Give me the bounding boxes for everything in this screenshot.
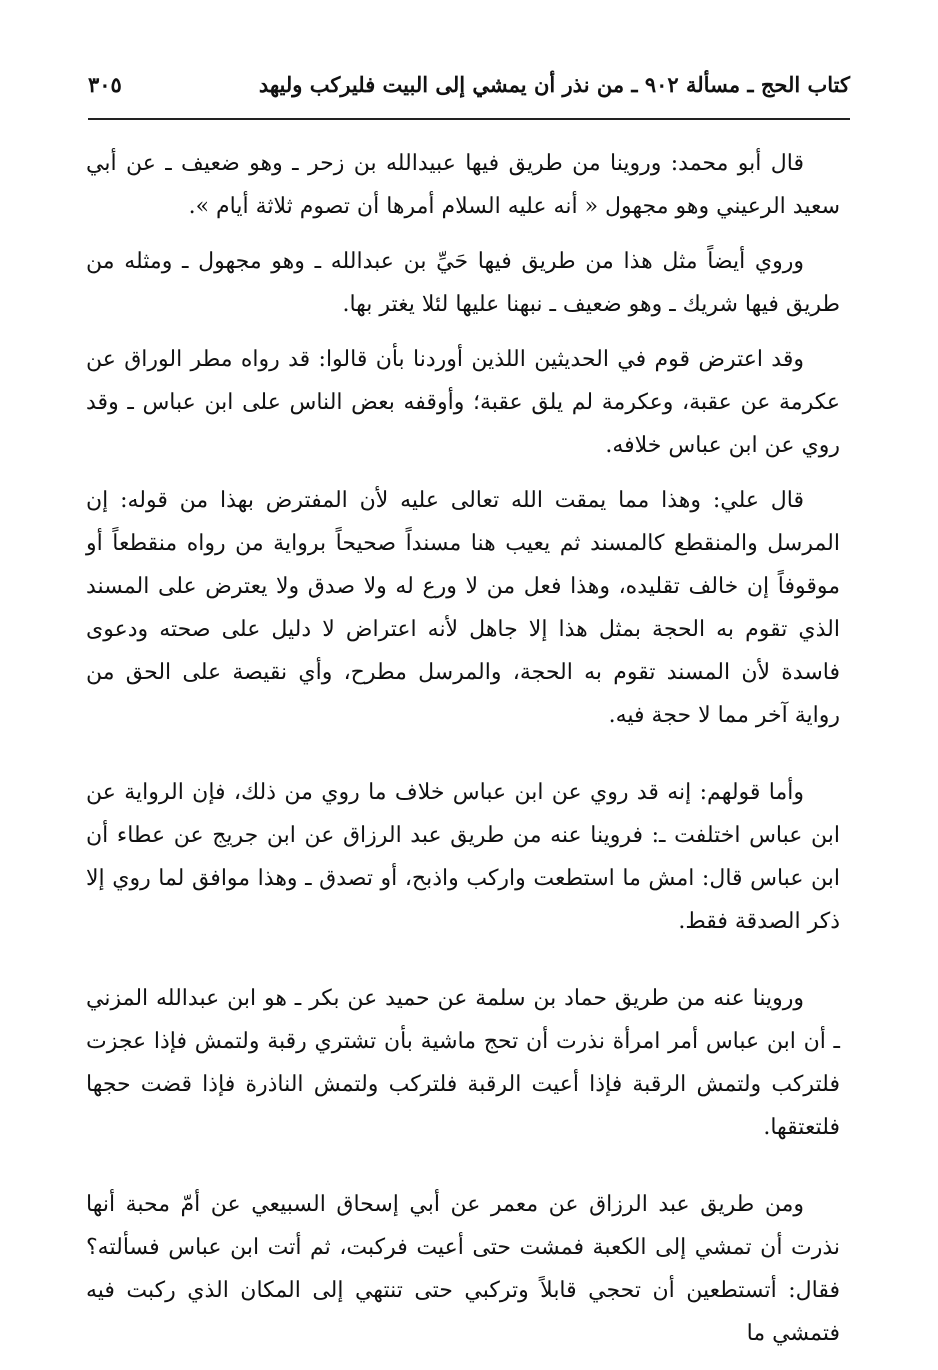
paragraph-gap xyxy=(86,1149,840,1183)
paragraph-gap xyxy=(86,737,840,771)
paragraph-6: وروينا عنه من طريق حماد بن سلمة عن حميد عن بكر ـ هو ابن عبدالله المزني ـ أن ابن عباس أمر امرأة نذرت أن تحج ماشية بأن تشتري رقبة ولتمش فإذا عجزت فلتركب ولتمش الرقبة فإذا أعيت الرقبة فلتركب ولتمش الناذرة فإذا قضت حجها فلتعتقها. xyxy=(86,986,840,1140)
paragraph-5: وأما قولهم: إنه قد روي عن ابن عباس خلاف ما روي من ذلك، فإن الرواية عن ابن عباس اختلفت ـ: فروينا عنه من طريق عبد الرزاق عن ابن جريج عن عطاء أن ابن عباس قال: امش ما استطعت واركب واذبح، أو تصدق ـ وهذا موافق لما روي إلا ذكر الصدقة فقط. xyxy=(86,780,840,934)
header-divider xyxy=(88,118,850,120)
paragraph-2: وروي أيضاً مثل هذا من طريق فيها حَيِّ بن عبدالله ـ وهو مجهول ـ ومثله من طريق فيها شريك ـ وهو ضعيف ـ نبهنا عليها لئلا يغتر بها. xyxy=(86,249,840,317)
page-number: ٣٠٥ xyxy=(88,72,122,97)
running-header xyxy=(88,72,850,112)
running-title: كتاب الحج ـ مسألة ٩٠٢ ـ من نذر أن يمشي إلى البيت فليركب وليهد xyxy=(258,72,850,97)
paragraph-gap xyxy=(86,467,840,479)
paragraph-gap xyxy=(86,326,840,338)
paragraph-gap xyxy=(86,228,840,240)
body-text xyxy=(86,142,840,1355)
paragraph-1: قال أبو محمد: وروينا من طريق فيها عبيدالله بن زحر ـ وهو ضعيف ـ عن أبي سعيد الرعيني وهو مجهول « أنه عليه السلام أمرها أن تصوم ثلاثة أيام ». xyxy=(86,151,840,219)
paragraph-gap xyxy=(86,943,840,977)
paragraph-3: وقد اعترض قوم في الحديثين اللذين أوردنا بأن قالوا: قد رواه مطر الوراق عن عكرمة عن عقبة، وعكرمة لم يلق عقبة؛ وأوقفه بعض الناس على ابن عباس ـ وقد روي عن ابن عباس خلافه. xyxy=(86,347,840,458)
paragraph-4: قال علي: وهذا مما يمقت الله تعالى عليه لأن المفترض بهذا من قوله: إن المرسل والمنقطع كالمسند ثم يعيب هنا مسنداً صحيحاً برواية من رواه منقطعاً أو موقوفاً إن خالف تقليده، وهذا فعل من لا ورع له ولا صدق ولا يعترض على المسند الذي تقوم به الحجة بمثل هذا إلا جاهل لأنه اعتراض لا دليل على صحته ودعوى فاسدة لأن المسند تقوم به الحجة، والمرسل مطرح، وأي نقيصة على الحق من رواية آخر مما لا حجة فيه. xyxy=(86,488,840,728)
paragraph-7: ومن طريق عبد الرزاق عن معمر عن أبي إسحاق السبيعي عن أمّ محبة أنها نذرت أن تمشي إلى الكعبة فمشت حتى أعيت فركبت، ثم أتت ابن عباس فسألته؟ فقال: أتستطعين أن تحجي قابلاً وتركبي حتى تنتهي إلى المكان الذي ركبت فيه فتمشي ما xyxy=(86,1192,840,1346)
